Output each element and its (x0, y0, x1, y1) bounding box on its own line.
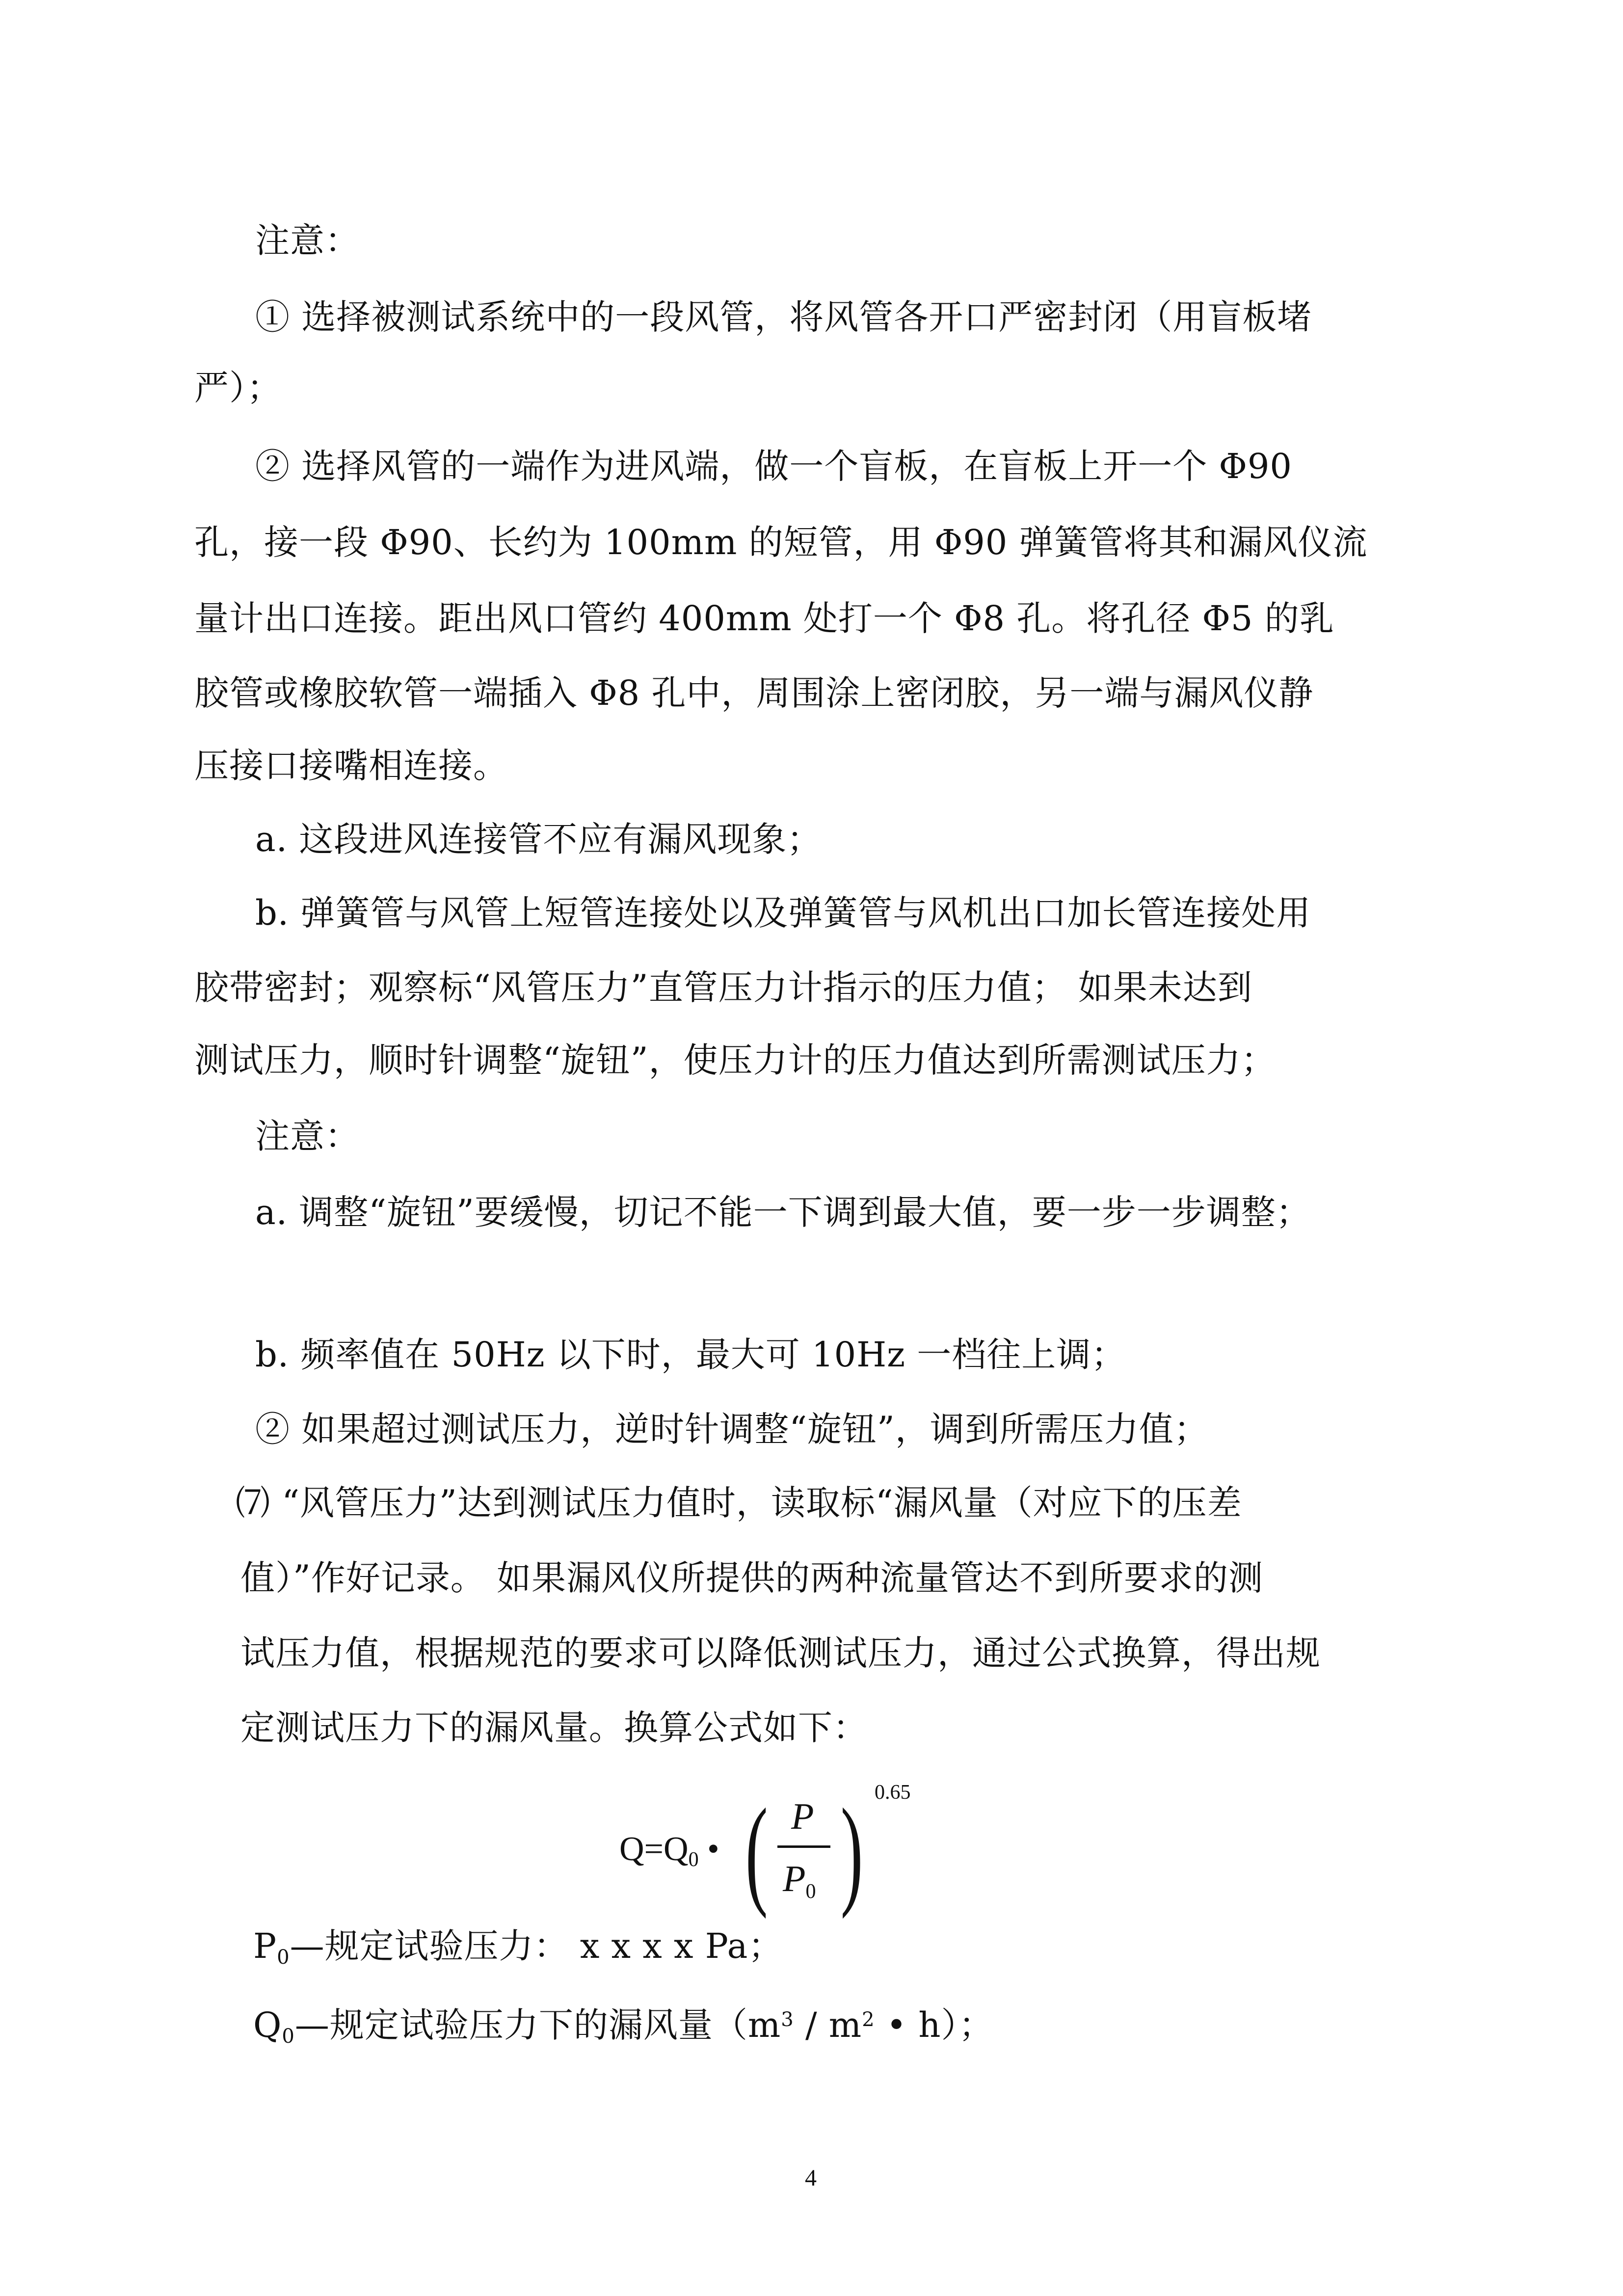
formula-dot: • (698, 1830, 719, 1868)
formula-denominator (783, 1858, 816, 1903)
formula-numerator: P (791, 1796, 814, 1837)
note-heading: 注意： (255, 1116, 360, 1156)
paragraph-line: 孔，接一段 Φ90、长约为 100mm 的短管，用 Φ90 弹簧管将其和漏风仪流 (194, 522, 1368, 562)
paragraph-line: ⑺ “风管压力”达到测试压力值时，读取标“漏风量（对应下的压差 (236, 1483, 1242, 1523)
paragraph-line: 胶带密封；观察标“风管压力”直管压力计指示的压力值； 如果未达到 (194, 967, 1252, 1008)
paragraph-line: 量计出口连接。距出风口管约 400mm 处打一个 Φ8 孔。将孔径 Φ5 的乳 (194, 598, 1334, 639)
q0-symbol: Q (253, 2005, 282, 2045)
formula-denominator-subscript: 0 (805, 1880, 816, 1903)
q0-description-b: / m (794, 2005, 862, 2045)
paragraph-line: ② 如果超过测试压力，逆时针调整“旋钮”，调到所需压力值； (255, 1409, 1209, 1449)
paragraph-line: ② 选择风管的一端作为进风端，做一个盲板，在盲板上开一个 Φ90 (255, 446, 1292, 486)
fraction-bar (777, 1845, 830, 1848)
p0-symbol: P (253, 1926, 277, 1966)
note-heading: 注意： (255, 220, 360, 261)
paragraph-line: 胶管或橡胶软管一端插入 Φ8 孔中，周围涂上密闭胶，另一端与漏风仪静 (194, 673, 1314, 713)
p0-description: —规定试验压力： x x x x Pa； (290, 1926, 783, 1966)
p0-subscript: 0 (277, 1946, 290, 1969)
formula-lhs-text: Q=Q (619, 1830, 689, 1868)
paragraph-line: b. 弹簧管与风管上短管连接处以及弹簧管与风机出口加长管连接处用 (255, 893, 1311, 933)
q0-subscript: 0 (282, 2025, 295, 2048)
paragraph-line: 测试压力，顺时针调整“旋钮”，使压力计的压力值达到所需测试压力； (194, 1040, 1276, 1080)
paragraph-line: ① 选择被测试系统中的一段风管，将风管各开口严密封闭（用盲板堵 (255, 297, 1312, 337)
right-parenthesis: ) (840, 1784, 863, 1920)
formula-exponent: 0.65 (875, 1781, 911, 1804)
left-parenthesis: ( (745, 1784, 768, 1920)
formula-lhs (619, 1830, 719, 1871)
formula-lhs-subscript: 0 (688, 1848, 699, 1871)
q0-description-c: • h）； (875, 2005, 994, 2045)
paragraph-line: 定测试压力下的漏风量。换算公式如下： (240, 1708, 868, 1748)
paragraph-line: 严）； (194, 368, 282, 408)
q0-description-a: —规定试验压力下的漏风量（m (294, 2005, 781, 2045)
formula-denominator-text: P (783, 1858, 806, 1899)
paragraph-line: 值）”作好记录。 如果漏风仪所提供的两种流量管达不到所要求的测 (240, 1558, 1264, 1598)
paragraph-line: 压接口接嘴相连接。 (194, 746, 508, 786)
q0-superscript-3: 3 (781, 2008, 794, 2031)
paragraph-line: a. 调整“旋钮”要缓慢，切记不能一下调到最大值，要一步一步调整； (255, 1192, 1311, 1232)
definition-p0 (253, 1922, 783, 1982)
definition-q0 (253, 1995, 993, 2061)
paragraph-line: b. 频率值在 50Hz 以下时，最大可 10Hz 一档往上调； (255, 1335, 1126, 1375)
paragraph-line: 试压力值，根据规范的要求可以降低测试压力，通过公式换算，得出规 (240, 1633, 1321, 1673)
paragraph-line: a. 这段进风连接管不应有漏风现象； (255, 819, 822, 859)
leakage-conversion-formula (619, 1777, 924, 1934)
page-number: 4 (805, 2165, 817, 2191)
q0-superscript-2: 2 (862, 2008, 875, 2031)
